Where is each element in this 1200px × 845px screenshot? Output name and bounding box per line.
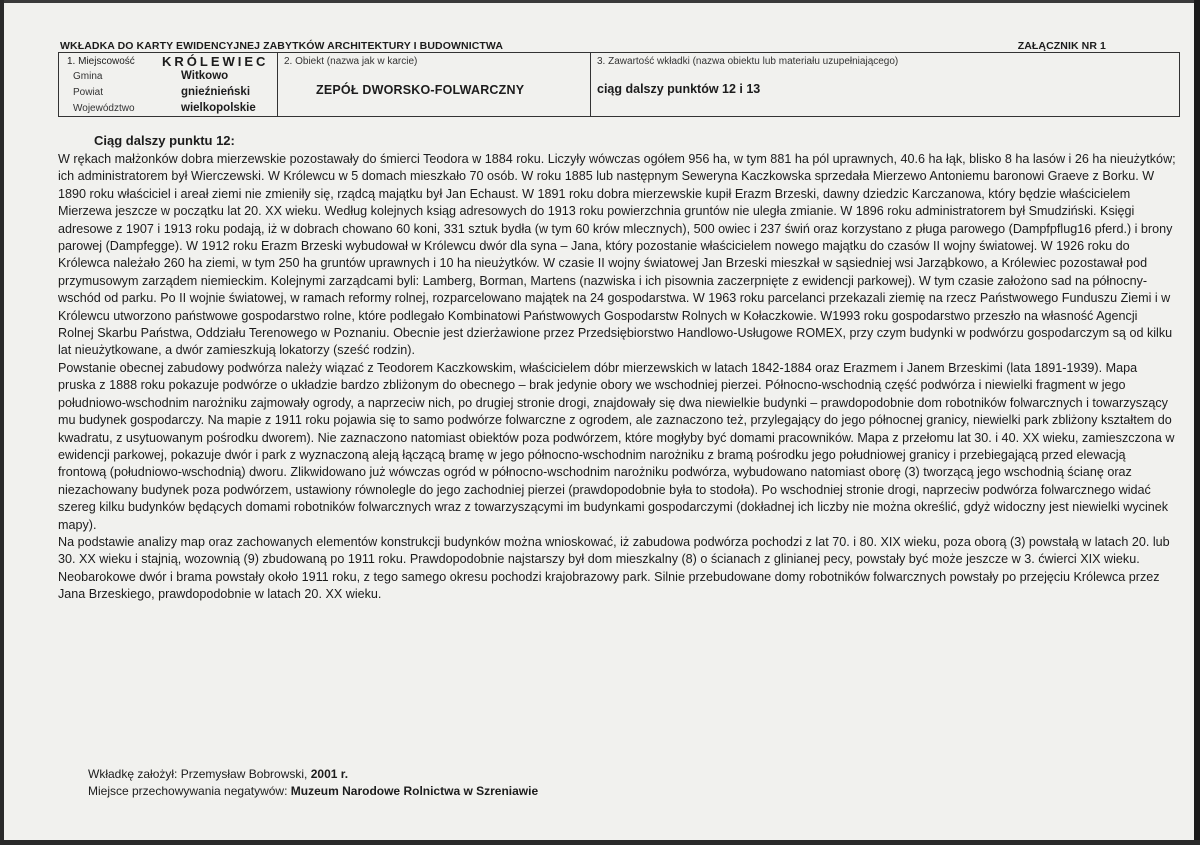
place-label: 1. Miejscowość (67, 56, 135, 67)
paragraph-dating: Na podstawie analizy map oraz zachowanych elementów konstrukcji budynków można wnioskować, iż zabudowa podwórza pochodzi z lat 70. i 80. XIX wieku, poza oborą (3) powstałą w latach 20. lub 30. XX wieku i stajnią, wozownią (9) zbudowaną po 1911 roku. Prawdopodobnie najstarszy był dom mieszkalny (8) o ścianach z glinianej pecy, powstały być może jeszcze w 3. ćwierci XIX wieku. Neobarokowe dwór i brama powstały około 1911 roku, z tego samego okresu pochodzi krajobrazowy park. Silnie przebudowane domy robotników folwarcznych powstały po przejęciu Królewca przez Jana Brzeskiego, prawdopodobnie w latach 20. XX wieku. (58, 534, 1170, 602)
storage-label: Miejsce przechowywania negatywów: (88, 784, 291, 798)
scan-border-left (0, 0, 4, 845)
footer-storage (88, 784, 538, 798)
commune-label: Gmina (73, 71, 103, 82)
author-label: Wkładkę założył: Przemysław Bobrowski, (88, 767, 311, 781)
storage-value: Muzeum Narodowe Rolnictwa w Szreniawie (290, 784, 539, 798)
scan-border-top (0, 0, 1200, 3)
scan-border-bottom (0, 840, 1200, 845)
county-label: Powiat (73, 87, 104, 98)
footer-author (88, 767, 348, 781)
paragraph-history: W rękach małżonków dobra mierzewskie pozostawały do śmierci Teodora w 1884 roku. Liczyły wówczas ogółem 956 ha, w tym 881 ha pól uprawnych, 40.6 ha łąk, blisko 8 ha lasów i 26 ha nieużytków; ich administratorem był Wierczewski. W Królewcu w 5 domach mieszkało 70 osób. W roku 1885 lub następnym Seweryna Kaczkowska sprzedała Mierzewo Antoniemu baronowi Graeve z Borku. W 1890 roku właściciel i areał ziemi nie zmieniły się, rządcą majątku był Jan Echaust. W 1891 roku dobra mierzewskie kupił Erazm Brzeski, dawny dziedzic Karczanowa, który będzie właścicielem Mierzewa jeszcze w początku lat 20. XX wieku. Według kolejnych ksiąg adresowych do 1913 roku powierzchnia gruntów nie uległa zmianie. W 1896 roku administratorem był Smudziński. Księgi adresowe z 1907 i 1913 roku podają, iż w dobrach chowano 60 koni, 331 sztuk bydła (w tym 60 krów mlecznych), 500 owiec i 237 świń oraz korzystano z pługa parowego (Dampfpflug16 pferd.) i brony parowej (Dampfegge). W 1912 roku Erazm Brzeski wybudował w Królewcu dwór dla syna – Jana, który pozostanie właścicielem nowego majątku do czasów II wojny światowej. W 1926 roku do Królewca należało 260 ha ziemi, w tym 250 ha gruntów uprawnych i 10 ha nieużytków. W czasie II wojny światowej Jan Brzeski mieszkał w sąsiedniej wsi Jarząbkowo, a Królewiec pozostawał pod przymusowym zarządem niemieckim. Kolejnymi zarządcami byli: Lamberg, Borman, Martens (nazwiska i ich pisownia zaczerpnięte z ewidencji parkowej). W tym czasie założono sad na północny-wschód od parku. Po II wojnie światowej, w ramach reformy rolnej, rozparcelowano majątek na 24 gospodarstwa. W 1963 roku parcelanci przekazali ziemię na rzecz Państwowego Funduszu Ziemi i w Królewcu utworzono państwowe gospodarstwo rolne, które podlegało Kombinatowi Państwowych Gospodarstw Rolnych w Kołaczkowie. W1993 roku gospodarstwo przeszło na własność Agencji Rolnej Skarbu Państwa, Oddziału Terenowego w Poznaniu. Obecnie jest dzierżawione przez Przedsiębiorstwo Handlowo-Usługowe ROMEX, przy czym budynki w podwórzu gospodarczym są od kilku lat nieużytkowane, a dwór zamieszkują lokatorzy (sześć rodzin). (58, 152, 1176, 358)
object-cell (278, 53, 591, 117)
commune-value: Witkowo (181, 70, 229, 82)
location-cell (59, 53, 278, 117)
paragraph-buildings-origin: Powstanie obecnej zabudowy podwórza należy wiązać z Teodorem Kaczkowskim, właścicielem dóbr mierzewskich w latach 1842-1884 oraz Erazmem i Janem Brzeskimi (lata 1891-1939). Mapa pruska z 1888 roku pokazuje podwórze o układzie bardzo zbliżonym do obecnego – brak jedynie obory we wschodniej pierzei. Północno-wschodnią część podwórza i niewielki fragment w jego południowo-wschodnim narożniku zajmowały ogrody, a naprzeciw nich, po drugiej stronie drogi, znajdowały się dwa niewielkie budynki – prawdopodobnie dom robotników folwarcznych i towarzyszący mu budynek gospodarczy. Na mapie z 1911 roku pojawia się to samo podwórze folwarczne z ogrodem, ale zaznaczono też, przylegający do jego północnej granicy, niewielki park zbliżony kształtem do kwadratu, z usytuowanym pośrodku dworem). Nie zaznaczono natomiast obiektów poza podwórzem, które mogłyby być domami pracowników. Mapa z przełomu lat 30. i 40. XX wieku, zamieszczona w ewidencji parkowej, pokazuje dwór i park z wyznaczoną aleją łączącą bramę w jego północno-wschodnim narożniku z bramą pośrodku jego południowej granicy i przebiegającą przed elewacją frontową (południowo-wschodnią) dworu. Zlikwidowano już wówczas ogród w północno-wschodnim narożniku podwórza, wybudowano natomiast oborę (3) tworzącą jego wschodnią ścianę oraz niezachowany budynek poza podwórzem, ustawiony równolegle do jego zachodniej pierzei (prawdopodobnie była to stodoła). Po wschodniej stronie drogi, naprzeciw podwórza folwarcznego widać szereg kilku budynków będących domami robotników folwarcznych wraz z towarzyszącymi im budynkami gospodarczymi (dokładnej ich liczby nie można określić, gdyż widoczny jest niewielki wycinek mapy). (58, 360, 1175, 532)
place-value: KRÓLEWIEC (162, 54, 269, 69)
insert-content-value: ciąg dalszy punktów 12 i 13 (597, 82, 761, 96)
county-value: gnieźnieński (181, 86, 251, 98)
form-header (60, 40, 1120, 52)
object-caption: 2. Obiekt (nazwa jak w karcie) (284, 56, 418, 67)
form-header-table (58, 52, 1180, 117)
appendix-label: ZAŁĄCZNIK NR 1 (1017, 40, 1106, 52)
insert-content-caption: 3. Zawartość wkładki (nazwa obiektu lub materiału uzupełniającego) (597, 56, 899, 67)
author-year: 2001 r. (310, 767, 349, 781)
body-text (58, 151, 1176, 604)
scan-border-right (1194, 0, 1200, 845)
form-title: WKŁADKA DO KARTY EWIDENCYJNEJ ZABYTKÓW ARCHITEKTURY I BUDOWNICTWA (60, 40, 504, 52)
voivodeship-label: Województwo (73, 103, 135, 114)
object-name: ZEPÓŁ DWORSKO-FOLWARCZNY (316, 83, 525, 97)
insert-content-cell (591, 53, 1180, 117)
section-title: Ciąg dalszy punktu 12: (94, 133, 235, 148)
voivodeship-value: wielkopolskie (181, 102, 256, 114)
